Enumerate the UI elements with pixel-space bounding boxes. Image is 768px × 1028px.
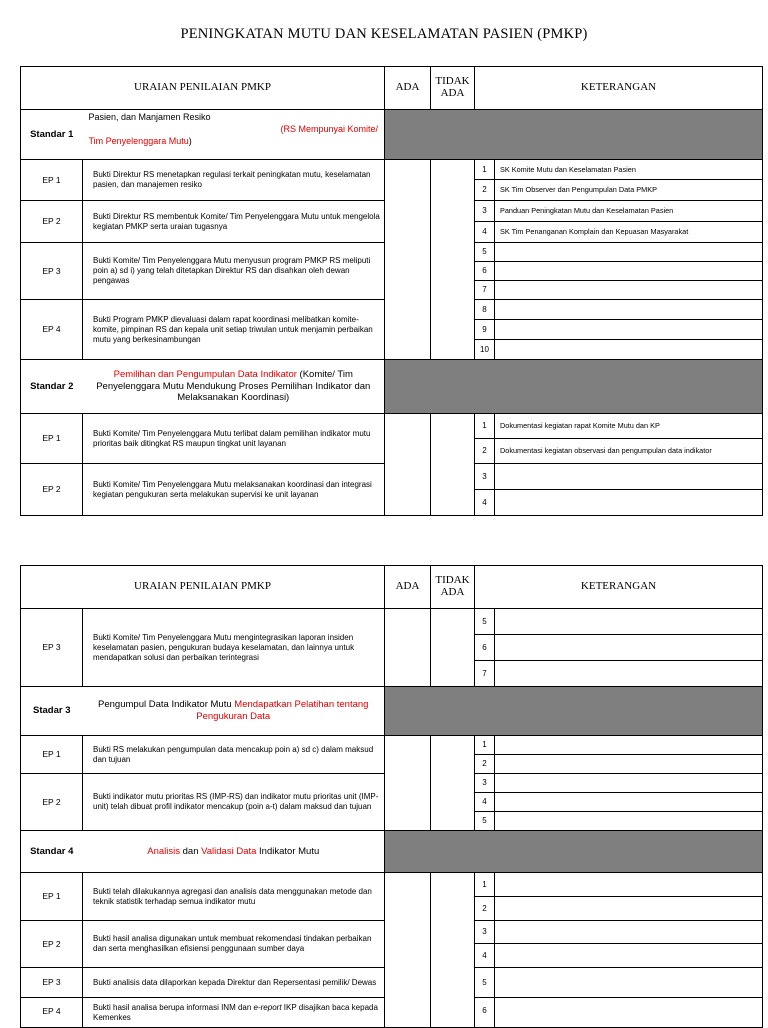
standar-label: Stadar 3 [21,687,83,736]
ep-description: Bukti Program PMKP dievaluasi dalam rapat koordinasi melibatkan komite-komite, pimpinan RS dan kepala unit setiap triwulan untuk menjamin perbaikan mutu yang berkesinambungan [83,300,385,360]
ket-number: 6 [475,635,495,661]
ket-text[interactable] [495,490,763,516]
ket-number: 3 [475,201,495,222]
ada-cell[interactable] [385,609,431,687]
ket-text[interactable] [495,921,763,944]
standar-label: Standar 4 [21,831,83,873]
ep-description: Bukti analisis data dilaporkan kepada Direktur dan Repersentasi pemilik/ Dewas [83,968,385,998]
ket-number: 5 [475,609,495,635]
ket-number: 1 [475,160,495,180]
ep-label: EP 2 [21,921,83,968]
ep-label: EP 2 [21,201,83,243]
ket-number: 2 [475,439,495,464]
ket-text[interactable] [495,755,763,774]
ep-description: Bukti hasil analisa berupa informasi INM dan e-report IKP disajikan baca kepada Kemenkes [83,998,385,1028]
ep-description: Bukti Komite/ Tim Penyelenggara Mutu menyusun program PMKP RS meliputi poin a) sd i) yang telah ditetapkan Direktur RS dan disahkan oleh dewan pengawas [83,243,385,300]
ep-description: Bukti Komite/ Tim Penyelenggara Mutu melaksanakan koordinasi dan integrasi kegiatan pengukuran serta melakukan supervisi ke unit layanan [83,464,385,516]
ada-cell[interactable] [385,414,431,516]
ada-cell[interactable] [385,736,431,831]
ep-label: EP 3 [21,243,83,300]
ep-label: EP 1 [21,160,83,201]
ket-number: 3 [475,774,495,793]
standar-shaded-cell [385,831,763,873]
ket-number: 4 [475,793,495,812]
ket-text[interactable] [495,774,763,793]
ket-number: 9 [475,320,495,340]
ep-description: Bukti indikator mutu prioritas RS (IMP-RS) dan indikator mutu prioritas unit (IMP-unit) telah dibuat profil indikator mencakup (poin a-t) dalam maksud dan tujuan [83,774,385,831]
ep-description: Bukti RS melakukan pengumpulan data mencakup poin a) sd c) dalam maksud dan tujuan [83,736,385,774]
ket-text: SK Komite Mutu dan Keselamatan Pasien [495,160,763,180]
ket-number: 1 [475,873,495,897]
ep-description: Bukti Direktur RS menetapkan regulasi terkait peningkatan mutu, keselamatan pasien, dan manajemen resiko [83,160,385,201]
ket-number: 6 [475,998,495,1028]
ada-cell[interactable] [385,873,431,1028]
ket-number: 8 [475,300,495,320]
header-ada: ADA [385,67,431,110]
ket-text: SK Tim Penanganan Komplain dan Kepuasan Masyarakat [495,222,763,243]
ket-text[interactable] [495,340,763,360]
ep-label: EP 3 [21,609,83,687]
ep-description: Bukti hasil analisa digunakan untuk membuat rekomendasi tindakan perbaikan dan serta menghasilkan efisiensi penggunaan sumber daya [83,921,385,968]
tidak-ada-cell[interactable] [431,873,475,1028]
tidak-ada-cell[interactable] [431,609,475,687]
ket-number: 5 [475,243,495,262]
ket-number: 2 [475,897,495,921]
header-uraian: URAIAN PENILAIAN PMKP [21,566,385,609]
ket-number: 7 [475,281,495,300]
ket-text[interactable] [495,281,763,300]
ket-text[interactable] [495,812,763,831]
standar-shaded-cell [385,110,763,160]
assessment-table-1 [20,66,763,516]
ket-text[interactable] [495,661,763,687]
ep-label: EP 1 [21,736,83,774]
ket-text: Panduan Peningkatan Mutu dan Keselamatan Pasien [495,201,763,222]
ket-text[interactable] [495,635,763,661]
page-title: PENINGKATAN MUTU DAN KESELAMATAN PASIEN (PMKP) [180,26,588,42]
ket-text[interactable] [495,300,763,320]
tidak-ada-cell[interactable] [431,160,475,360]
ep-description: Bukti Komite/ Tim Penyelenggara Mutu terlibat dalam pemilihan indikator mutu prioritas baik ditingkat RS maupun tingkat unit layanan [83,414,385,464]
header-uraian: URAIAN PENILAIAN PMKP [21,67,385,110]
ket-number: 7 [475,661,495,687]
ep-label: EP 4 [21,300,83,360]
ket-number: 5 [475,968,495,998]
standar-description: Pengumpul Data Indikator Mutu Mendapatkan Pelatihan tentang Pengukuran Data [83,687,385,736]
ep-description: Bukti Komite/ Tim Penyelenggara Mutu mengintegrasikan laporan insiden keselamatan pasien, pengukuran budaya keselamatan, dan lainnya untuk mendapatkan solusi dan perbaikan terintegrasi [83,609,385,687]
header-tidak-ada: TIDAK ADA [431,566,475,609]
ket-number: 5 [475,812,495,831]
standar-row [21,831,763,873]
ket-text[interactable] [495,998,763,1028]
ket-text[interactable] [495,464,763,490]
ep-description: Bukti Direktur RS membentuk Komite/ Tim Penyelenggara Mutu untuk mengelola kegiatan PMKP serta uraian tugasnya [83,201,385,243]
standar-shaded-cell [385,360,763,414]
header-ada: ADA [385,566,431,609]
ket-text[interactable] [495,262,763,281]
ket-text[interactable] [495,243,763,262]
ep-label: EP 2 [21,774,83,831]
standar-description: Pasien, dan Manjamen Resiko (RS Mempunyai Komite/ Tim Penyelenggara Mutu) [83,110,385,160]
ket-text[interactable] [495,320,763,340]
ket-number: 2 [475,180,495,201]
standar-label: Standar 2 [21,360,83,414]
ep-label: EP 1 [21,873,83,921]
standar-label: Standar 1 [21,110,83,160]
ket-text: SK Tim Observer dan Pengumpulan Data PMKP [495,180,763,201]
ket-number: 4 [475,490,495,516]
ket-number: 4 [475,222,495,243]
header-keterangan: KETERANGAN [475,67,763,110]
ket-number: 10 [475,340,495,360]
header-tidak-ada: TIDAK ADA [431,67,475,110]
standar-description: Analisis dan Validasi Data Indikator Mutu [83,831,385,873]
ket-number: 3 [475,921,495,944]
ket-number: 6 [475,262,495,281]
ket-text: Dokumentasi kegiatan observasi dan pengumpulan data indikator [495,439,763,464]
ep-label: EP 2 [21,464,83,516]
assessment-table-2 [20,565,763,1028]
ep-label: EP 1 [21,414,83,464]
ket-text[interactable] [495,609,763,635]
tidak-ada-cell[interactable] [431,414,475,516]
ket-text[interactable] [495,897,763,921]
tidak-ada-cell[interactable] [431,736,475,831]
ket-number: 1 [475,736,495,755]
header-keterangan: KETERANGAN [475,566,763,609]
ket-text[interactable] [495,793,763,812]
ep-label: EP 4 [21,998,83,1028]
standar-shaded-cell [385,687,763,736]
ket-text: Dokumentasi kegiatan rapat Komite Mutu dan KP [495,414,763,439]
ada-cell[interactable] [385,160,431,360]
ket-number: 1 [475,414,495,439]
ket-text[interactable] [495,944,763,968]
ep-label: EP 3 [21,968,83,998]
standar-row [21,687,763,736]
ep-description: Bukti telah dilakukannya agregasi dan analisis data menggunakan metode dan teknik statistik terhadap semua indikator mutu [83,873,385,921]
standar-description: Pemilihan dan Pengumpulan Data Indikator (Komite/ Tim Penyelenggara Mutu Mendukung Proses Pemilihan Indikator dan Melaksanakan Koordinasi) [83,360,385,414]
ket-number: 4 [475,944,495,968]
standar-row [21,110,763,160]
ket-text[interactable] [495,968,763,998]
standar-row [21,360,763,414]
ket-text[interactable] [495,736,763,755]
ket-number: 3 [475,464,495,490]
ket-number: 2 [475,755,495,774]
ket-text[interactable] [495,873,763,897]
